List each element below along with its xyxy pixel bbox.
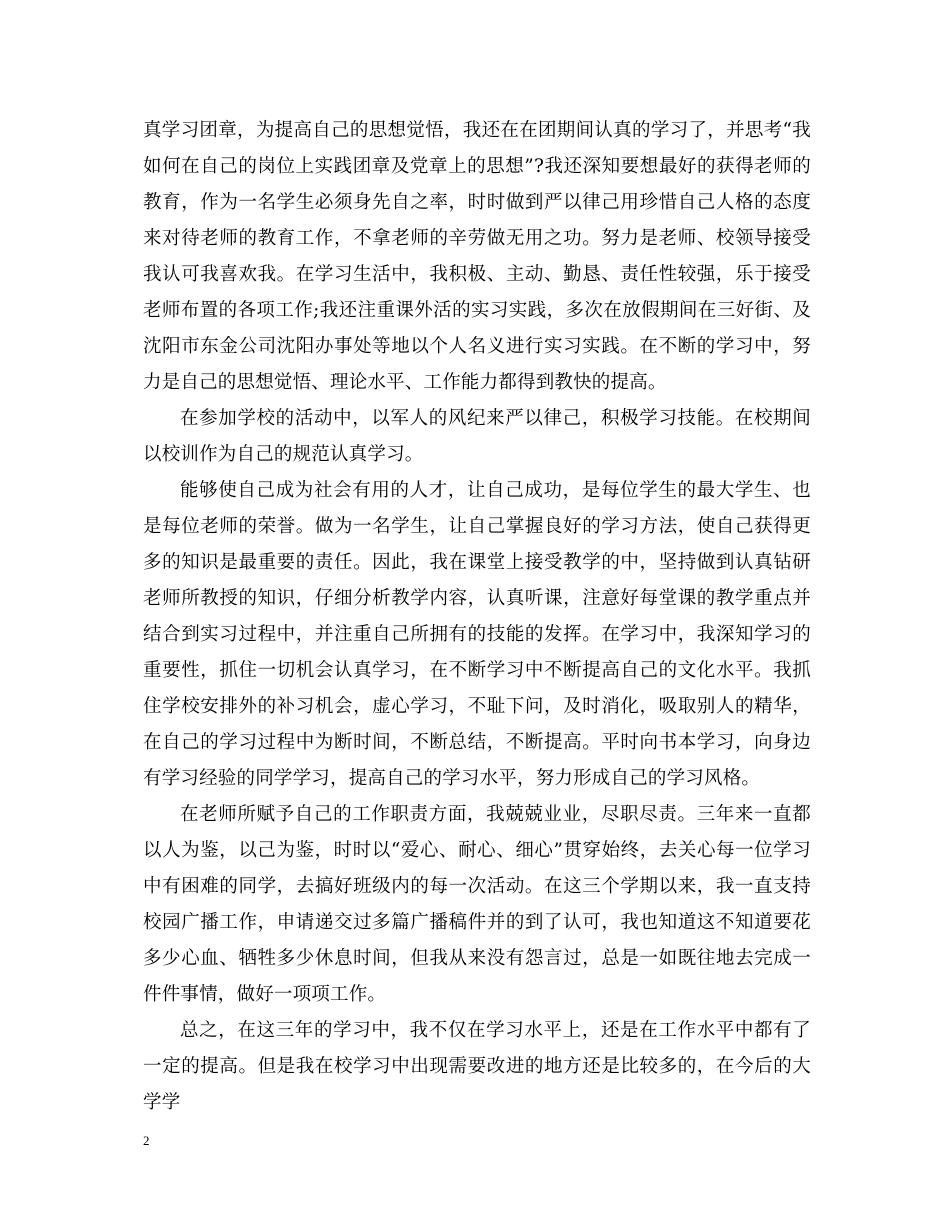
paragraph-2: 在参加学校的活动中，以军人的风纪来严以律己，积极学习技能。在校期间以校训作为自己的规范认真学习。 [143, 408, 811, 465]
paragraph-4: 在老师所赋予自己的工作职责方面，我兢兢业业，尽职尽责。三年来一直都以人为鉴，以己为鉴，时时以“爱心、耐心、细心”贯穿始终，去关心每一位学习中有困难的同学，去搞好班级内的每一次活动。在这三个学期以来，我一直支持校园广播工作，申请递交过多篇广播稿件并的到了认可，我也知道这不知道要花多少心血、牺牲多少休息时间，但我从来没有怨言过，总是一如既往地去完成一件件事情，做好一项项工作。 [143, 804, 811, 1005]
paragraph-3: 能够使自己成为社会有用的人才，让自己成功，是每位学生的最大学生、也是每位老师的荣誉。做为一名学生，让自己掌握良好的学习方法，使自己获得更多的知识是最重要的责任。因此，我在课堂上接受教学的中，坚持做到认真钻研老师所教授的知识，仔细分析教学内容，认真听课，注意好每堂课的教学重点并结合到实习过程中，并注重自己所拥有的技能的发挥。在学习中，我深知学习的重要性，抓住一切机会认真学习，在不断学习中不断提高自己的文化水平。我抓住学校安排外的补习机会，虚心学习，不耻下问，及时消化，吸取别人的精华，在自己的学习过程中为断时间，不断总结，不断提高。平时向书本学习，向身边有学习经验的同学学习，提高自己的学习水平，努力形成自己的学习风格。 [143, 480, 811, 789]
document-body [143, 113, 811, 1121]
page-number: 2 [143, 1133, 150, 1148]
paragraph-5: 总之，在这三年的学习中，我不仅在学习水平上，还是在工作水平中都有了一定的提高。但是我在校学习中出现需要改进的地方还是比较多的，在今后的大学学 [143, 1020, 811, 1113]
paragraph-1: 真学习团章，为提高自己的思想觉悟，我还在在团期间认真的学习了，并思考“我如何在自己的岗位上实践团章及党章上的思想”?我还深知要想最好的获得老师的教育，作为一名学生必须身先自之率，时时做到严以律己用珍惜自己人格的态度来对待老师的教育工作，不拿老师的辛劳做无用之功。努力是老师、校领导接受我认可我喜欢我。在学习生活中，我积极、主动、勤恳、责任性较强，乐于接受老师布置的各项工作;我还注重课外活的实习实践，多次在放假期间在三好街、及沈阳市东金公司沈阳办事处等地以个人名义进行实习实践。在不断的学习中，努力是自己的思想觉悟、理论水平、工作能力都得到教快的提高。 [143, 120, 811, 393]
